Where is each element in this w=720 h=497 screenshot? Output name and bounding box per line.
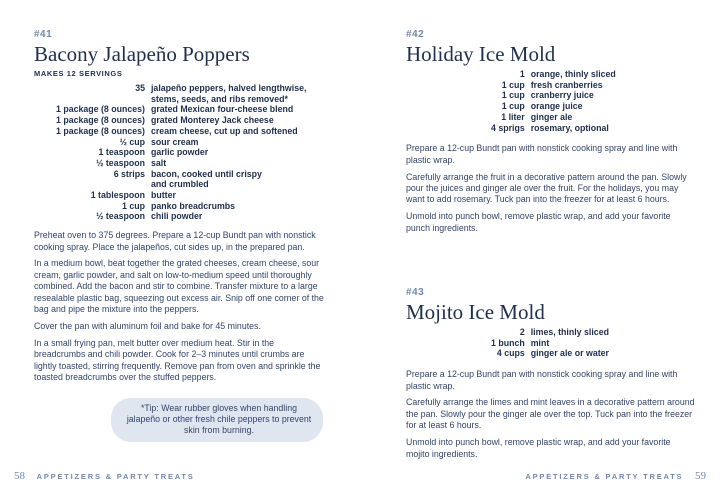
direction-step: Cover the pan with aluminum foil and bake for 45 minutes. — [34, 320, 261, 331]
ingredient-description: mint — [530, 337, 550, 348]
recipe-42 — [406, 29, 696, 240]
ingredient-description: orange juice — [530, 101, 583, 112]
ingredient-row — [56, 115, 306, 126]
direction-step: Prepare a 12-cup Bundt pan with nonstick cooking spray and line with plastic wrap. — [406, 143, 678, 165]
ingredient-description: jalapeño peppers, halved lengthwise, stems, seeds, and ribs removed* — [150, 83, 307, 104]
page-number: 59 — [695, 470, 706, 482]
recipe-number: #43 — [406, 287, 425, 298]
ingredient-description: grated Mexican four-cheese blend — [150, 104, 294, 115]
ingredient-description: butter — [150, 190, 176, 201]
ingredient-list — [491, 327, 609, 359]
ingredient-quantity: 1 teaspoon — [98, 147, 145, 158]
ingredient-row — [56, 211, 306, 222]
ingredient-description: sour cream — [150, 136, 199, 147]
tip-callout: *Tip: Wear rubber gloves when handling jalapeño or other fresh chile peppers to prevent skin from burning. — [111, 398, 323, 442]
ingredient-row — [56, 190, 306, 201]
ingredient-row — [56, 169, 306, 190]
ingredient-quantity: 2 — [519, 327, 525, 337]
recipe-title: Bacony Jalapeño Poppers — [34, 42, 250, 66]
ingredient-row — [56, 104, 306, 115]
ingredient-description: salt — [150, 157, 167, 168]
ingredient-quantity: 1 tablespoon — [90, 190, 145, 201]
ingredient-row — [491, 338, 609, 349]
ingredient-description: chili powder — [150, 211, 203, 222]
ingredient-quantity: 4 cups — [496, 348, 525, 359]
ingredient-row — [491, 348, 609, 359]
ingredient-description: ginger ale — [530, 111, 573, 122]
ingredient-quantity: 4 sprigs — [491, 122, 525, 133]
page-number: 58 — [14, 470, 25, 482]
ingredient-row — [56, 137, 306, 148]
ingredient-description: orange, thinly sliced — [530, 69, 616, 79]
ingredient-row — [56, 126, 306, 137]
ingredient-quantity: 1 package (8 ounces) — [56, 104, 145, 115]
page-footer-left — [14, 470, 195, 482]
recipe-title: Holiday Ice Mold — [406, 42, 556, 66]
recipe-number: #41 — [34, 29, 53, 40]
ingredient-list — [491, 69, 616, 133]
right-page — [360, 0, 720, 497]
ingredient-quantity: 35 — [135, 83, 145, 93]
recipe-43 — [406, 287, 696, 465]
section-name: APPETIZERS & PARTY TREATS — [36, 472, 195, 481]
ingredient-description: garlic powder — [150, 147, 209, 158]
ingredient-quantity: 1 cup — [501, 79, 525, 90]
ingredient-description: grated Monterey Jack cheese — [150, 115, 274, 126]
ingredient-quantity: 1 liter — [501, 111, 525, 122]
ingredient-quantity: 1 — [519, 69, 525, 79]
ingredient-description: rosemary, optional — [530, 122, 609, 133]
section-name: APPETIZERS & PARTY TREATS — [525, 472, 684, 481]
ingredient-quantity: 1 package (8 ounces) — [56, 125, 145, 136]
ingredient-row — [56, 83, 306, 104]
ingredient-quantity: 1 cup — [501, 101, 525, 112]
recipe-41 — [34, 29, 324, 389]
direction-step: In a small frying pan, melt butter over medium heat. Stir in the breadcrumbs and chili powder. Cook for 2–3 minutes until crumbs are lightly toasted, stirring frequently. Remove pan from oven and sprinkle the toasted breadcrumbs over the stuffed peppers. — [34, 337, 321, 383]
ingredient-quantity: 1 package (8 ounces) — [56, 115, 145, 126]
ingredient-row — [491, 123, 616, 134]
ingredient-row — [491, 112, 616, 123]
direction-step: Unmold into punch bowl, remove plastic wrap, and add your favorite punch ingredients. — [406, 211, 671, 233]
directions — [406, 143, 696, 234]
direction-step: Prepare a 12-cup Bundt pan with nonstick cooking spray and line with plastic wrap. — [406, 369, 678, 391]
ingredient-quantity: 1 cup — [501, 90, 525, 101]
direction-step: Carefully arrange the limes and mint leaves in a decorative pattern around the pan. Slowly pour the ginger ale over the top. Tuck pan into the freezer for at least 6 hours. — [406, 397, 695, 431]
ingredient-row — [491, 80, 616, 91]
ingredient-description: fresh cranberries — [530, 79, 603, 90]
directions — [34, 230, 324, 383]
ingredient-description: cranberry juice — [530, 90, 594, 101]
ingredient-quantity: 1 cup — [122, 200, 145, 211]
ingredient-row — [491, 90, 616, 101]
ingredient-quantity: ½ teaspoon — [96, 157, 145, 168]
ingredient-row — [491, 327, 609, 338]
ingredient-description: cream cheese, cut up and softened — [150, 125, 298, 136]
ingredient-description: ginger ale or water — [530, 348, 609, 359]
directions — [406, 369, 696, 460]
ingredient-list — [56, 83, 306, 222]
ingredient-quantity: 6 strips — [113, 168, 145, 179]
ingredient-quantity: ½ teaspoon — [96, 211, 145, 222]
recipe-number: #42 — [406, 29, 425, 40]
direction-step: Carefully arrange the fruit in a decorative pattern around the pan. Slowly pour the juices and ginger ale over the fruit. For the holidays, you may want to add rosemary. Tuck pan into the freezer for at least 6 hours. — [406, 171, 687, 205]
direction-step: In a medium bowl, beat together the grated cheeses, cream cheese, sour cream, garlic powder, and salt on low-to-medium speed until thoroughly combined. Add the bacon and stir to combine. Transfer mixture to a large resealable plastic bag, squeezing out excess air. Snip off one corner of the bag and pipe the mixture into the peppers. — [34, 258, 324, 315]
ingredient-description: limes, thinly sliced — [530, 327, 609, 337]
ingredient-row — [56, 201, 306, 212]
ingredient-quantity: ½ cup — [119, 136, 145, 147]
ingredient-row — [56, 158, 306, 169]
direction-step: Preheat oven to 375 degrees. Prepare a 12-cup Bundt pan with nonstick cooking spray. Place the jalapeños, cut sides up, in the prepared pan. — [34, 230, 316, 252]
ingredient-row — [491, 101, 616, 112]
ingredient-description: bacon, cooked until crispy and crumbled — [150, 168, 262, 190]
direction-step: Unmold into punch bowl, remove plastic wrap, and add your favorite mojito ingredients. — [406, 437, 671, 459]
ingredient-description: panko breadcrumbs — [150, 200, 236, 211]
recipe-servings: MAKES 12 SERVINGS — [34, 69, 123, 78]
ingredient-quantity: 1 bunch — [491, 337, 525, 348]
recipe-title: Mojito Ice Mold — [406, 300, 545, 324]
page-footer-right — [525, 470, 706, 482]
ingredient-row — [56, 147, 306, 158]
ingredient-row — [491, 69, 616, 80]
